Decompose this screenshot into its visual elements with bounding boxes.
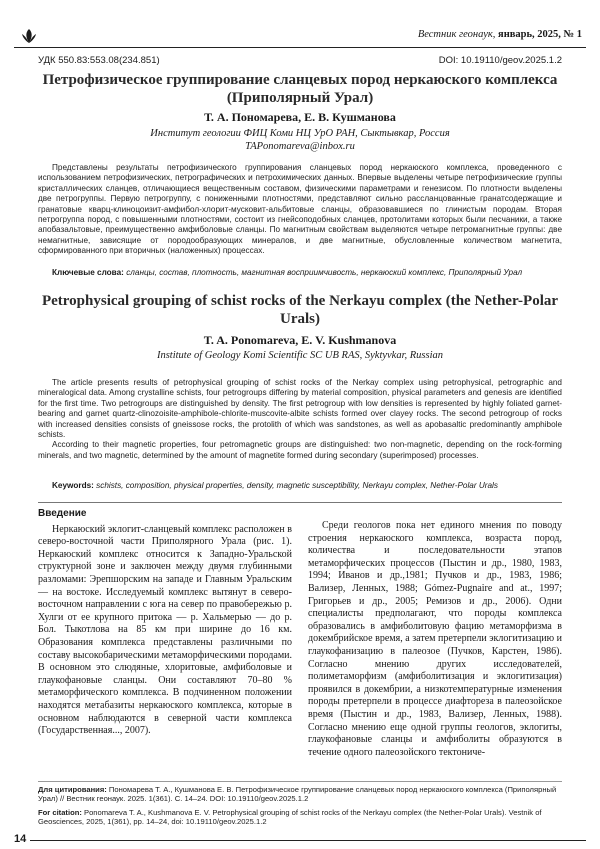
affiliation-ru [38, 127, 562, 153]
abstract-en-p1: The article presents results of petrophysical grouping of schist rocks of the Nerkay complex using petrophysical, petrographic and mineralogical data. Among crystalline schists, four petrogroups differing by material composition, physical parameters and genesis are identified for the first time. Two petrogroups are distinguished by density. The first petrogroup with low densities is represented by highly foliated garnet-bearing and garnet quartz-clinozoisite-amphibole-chlorite-muscovite-albite schists formed over clayey rocks. The second petrogroup of rocks with increased densities consists of gneissose rocks, the protolith of which was sandstones, as well as apobasaltic predominantly amphibole schists. [38, 378, 562, 440]
body-column-left [38, 508, 292, 738]
keywords-ru [38, 268, 562, 278]
citation-ru-text: Пономарева Т. А., Кушманова Е. В. Петрофизическое группирование сланцевых пород неркаюского комплекса (Приполярный Урал) // Вестник геонаук. 2025. 1(361). С. 14–24. DOI: 10.19110/geov.2025.1.2 [38, 785, 557, 804]
article-title-en: Petrophysical grouping of schist rocks of the Nerkayu complex (the Nether-Polar Urals) [41, 293, 559, 327]
author-email[interactable]: TAPonomareva@inbox.ru [245, 141, 355, 152]
doi-link[interactable]: DOI: 10.19110/geov.2025.1.2 [438, 55, 562, 66]
page-number: 14 [14, 833, 27, 845]
citation-en-label: For citation: [38, 808, 82, 817]
body-right-paragraph: Среди геологов пока нет единого мнения по поводу строения неркаюского комплекса, возраста пород, количества и последовательности этапов метаморфических процессов (Пыстин и др., 1980, 1983, 1994; Иванов и др.,1981; Пучков и др., 1983, 1986; Вализер, Ленных, 1988; Gómez-Pugnaire and at., 1997; Григорьев и др., 2005; Ремизов и др., 2006). Одни специалисты предполагают, что породы комплекса образовались в амфиболитовую фацию метаморфизма в докембрийское время, а затем претерпели эклогитизацию и глаукофанизацию в палеозое (Пучков, Карстен, 1986). Согласно мнению других исследователей, полиметаморфизм (амфиболитизация и эклогитизация) проявился в докембрии, а низкотемпературные изменения породы претерпели в процессе диафтореза в палеозойское время (Пыстин и др., 1983, Вализер, Ленных, 1988). Согласно мнению еще одной группы геологов, эклогиты, глаукофановые сланцы и амфиболиты образуются в течение одного палеозойского тектониче- [308, 520, 562, 758]
citation-ru-label: Для цитирования: [38, 785, 107, 794]
keywords-en [38, 481, 562, 491]
affiliation-en: Institute of Geology Komi Scientific SC UB RAS, Syktyvkar, Russian [156, 350, 444, 361]
journal-name: Вестник геонаук, [417, 29, 496, 40]
running-header [14, 26, 586, 46]
article-title-ru: Петрофизическое группирование сланцевых пород неркаюского комплекса (Приполярный Урал) [42, 72, 558, 106]
journal-issue-line [418, 29, 582, 40]
udc-code: УДК 550.83:553.08(234.851) [38, 55, 160, 66]
abstract-en-p2: According to their magnetic properties, four petromagnetic groups are distinguished: two non-magnetic, depending on the rock-forming minerals, and two magnetic, determined by the amount of magnetite formed during secondary (superimposed) processes. [38, 440, 562, 460]
keywords-ru-label: Ключевые слова: [52, 268, 124, 277]
section-heading: Введение [38, 508, 87, 519]
keywords-en-label: Keywords: [52, 481, 94, 490]
journal-logo-icon [20, 28, 38, 44]
citation-en-text: Ponomareva T. A., Kushmanova E. V. Petrophysical grouping of schist rocks of the Nerkayu complex (the Nether-Polar Urals). Vestnik of Geosciences, 2025, 1(361), pp. 14–24, doi: 10.19110/geov.2025.1.2 [38, 808, 542, 827]
journal-issue: январь, 2025, № 1 [498, 29, 582, 40]
abstract-divider [38, 502, 562, 503]
body-column-right [308, 520, 562, 759]
affiliation-ru-name: Институт геологии ФИЦ Коми НЦ УрО РАН, Сыктывкар, Россия [150, 128, 450, 139]
keywords-en-text: schists, composition, physical properties, density, magnetic susceptibility, Nerkayu complex, Nether-Polar Urals [96, 481, 498, 490]
abstract-ru [38, 163, 562, 257]
body-left-paragraph: Неркаюский эклогит-сланцевый комплекс расположен в северо-восточной части Приполярного Урала (рис. 1). Неркаюский комплекс относится к Западно-Уральской структурной зоне и заключен между двумя глубинными разломами: Эрепшорским на западе и Главным Уральским — на востоке. Исследуемый комплекс вытянут в северо-восточном направлении с юга на север по правобережью р. Хулги от ее крупного притока — р. Хальмерью — до р. Бол. Тыкотлова на 85 км при ширине до 16 км. Образования комплекса представлены различными по составу высокобарическими метаморфическими породами. В основном это слюдяные, хлоритовые, амфиболовые и глаукофановые сланцы. Они составляют 70–80 % метаморфического комплекса. В подчиненном положении находятся метабазиты неркаюского комплекса, которые в основном наблюдаются в северной части комплекса (Государственная..., 2007). [38, 523, 292, 737]
authors-en: T. A. Ponomareva, E. V. Kushmanova [203, 333, 397, 347]
abstract-ru-text: Представлены результаты петрофизического группирования сланцевых пород неркаюского комплекса, проведенного с использованием петрофизических, петрографических и петрохимических данных. Впервые выделены четыре петрофизические группы кристаллических сланцев, отличающиеся вещественным составом, физическими параметрами и генезисом. По плотности выделены две петрогруппы. Первую петрогруппу, с пониженными плотностями, представляют сильно рассланцованные гранатсодержащие и гранатовые кварц-клиноцоизит-амфибол-хлорит-мусковит-альбитовые сланцы, образовавшиеся по глинистым породам. Вторая петрогруппа пород, с повышенными плотностями, состоит из гнейсоподобных сланцев, протолитами которых были песчаники, а также апобазальтовые, преимущественно амфиболовые сланцы. По магнитным свойствам выделяются четыре петромагнитные группы: две немагнитные, зависящие от породообразующих минералов, и две магнитные, обусловленные количеством магнетита, сформированного при вторичных (наложенных) процессах. [38, 163, 562, 256]
footer-divider [38, 781, 562, 782]
page-footer-rule [30, 840, 586, 841]
keywords-ru-text: сланцы, состав, плотность, магнитная восприимчивость, неркаюский комплекс, Приполярный Урал [126, 268, 523, 277]
header-divider [14, 47, 586, 48]
authors-ru: Т. А. Пономарева, Е. В. Кушманова [204, 110, 396, 124]
abstract-en [38, 378, 562, 461]
citation-ru [38, 785, 562, 804]
citation-en [38, 808, 562, 827]
